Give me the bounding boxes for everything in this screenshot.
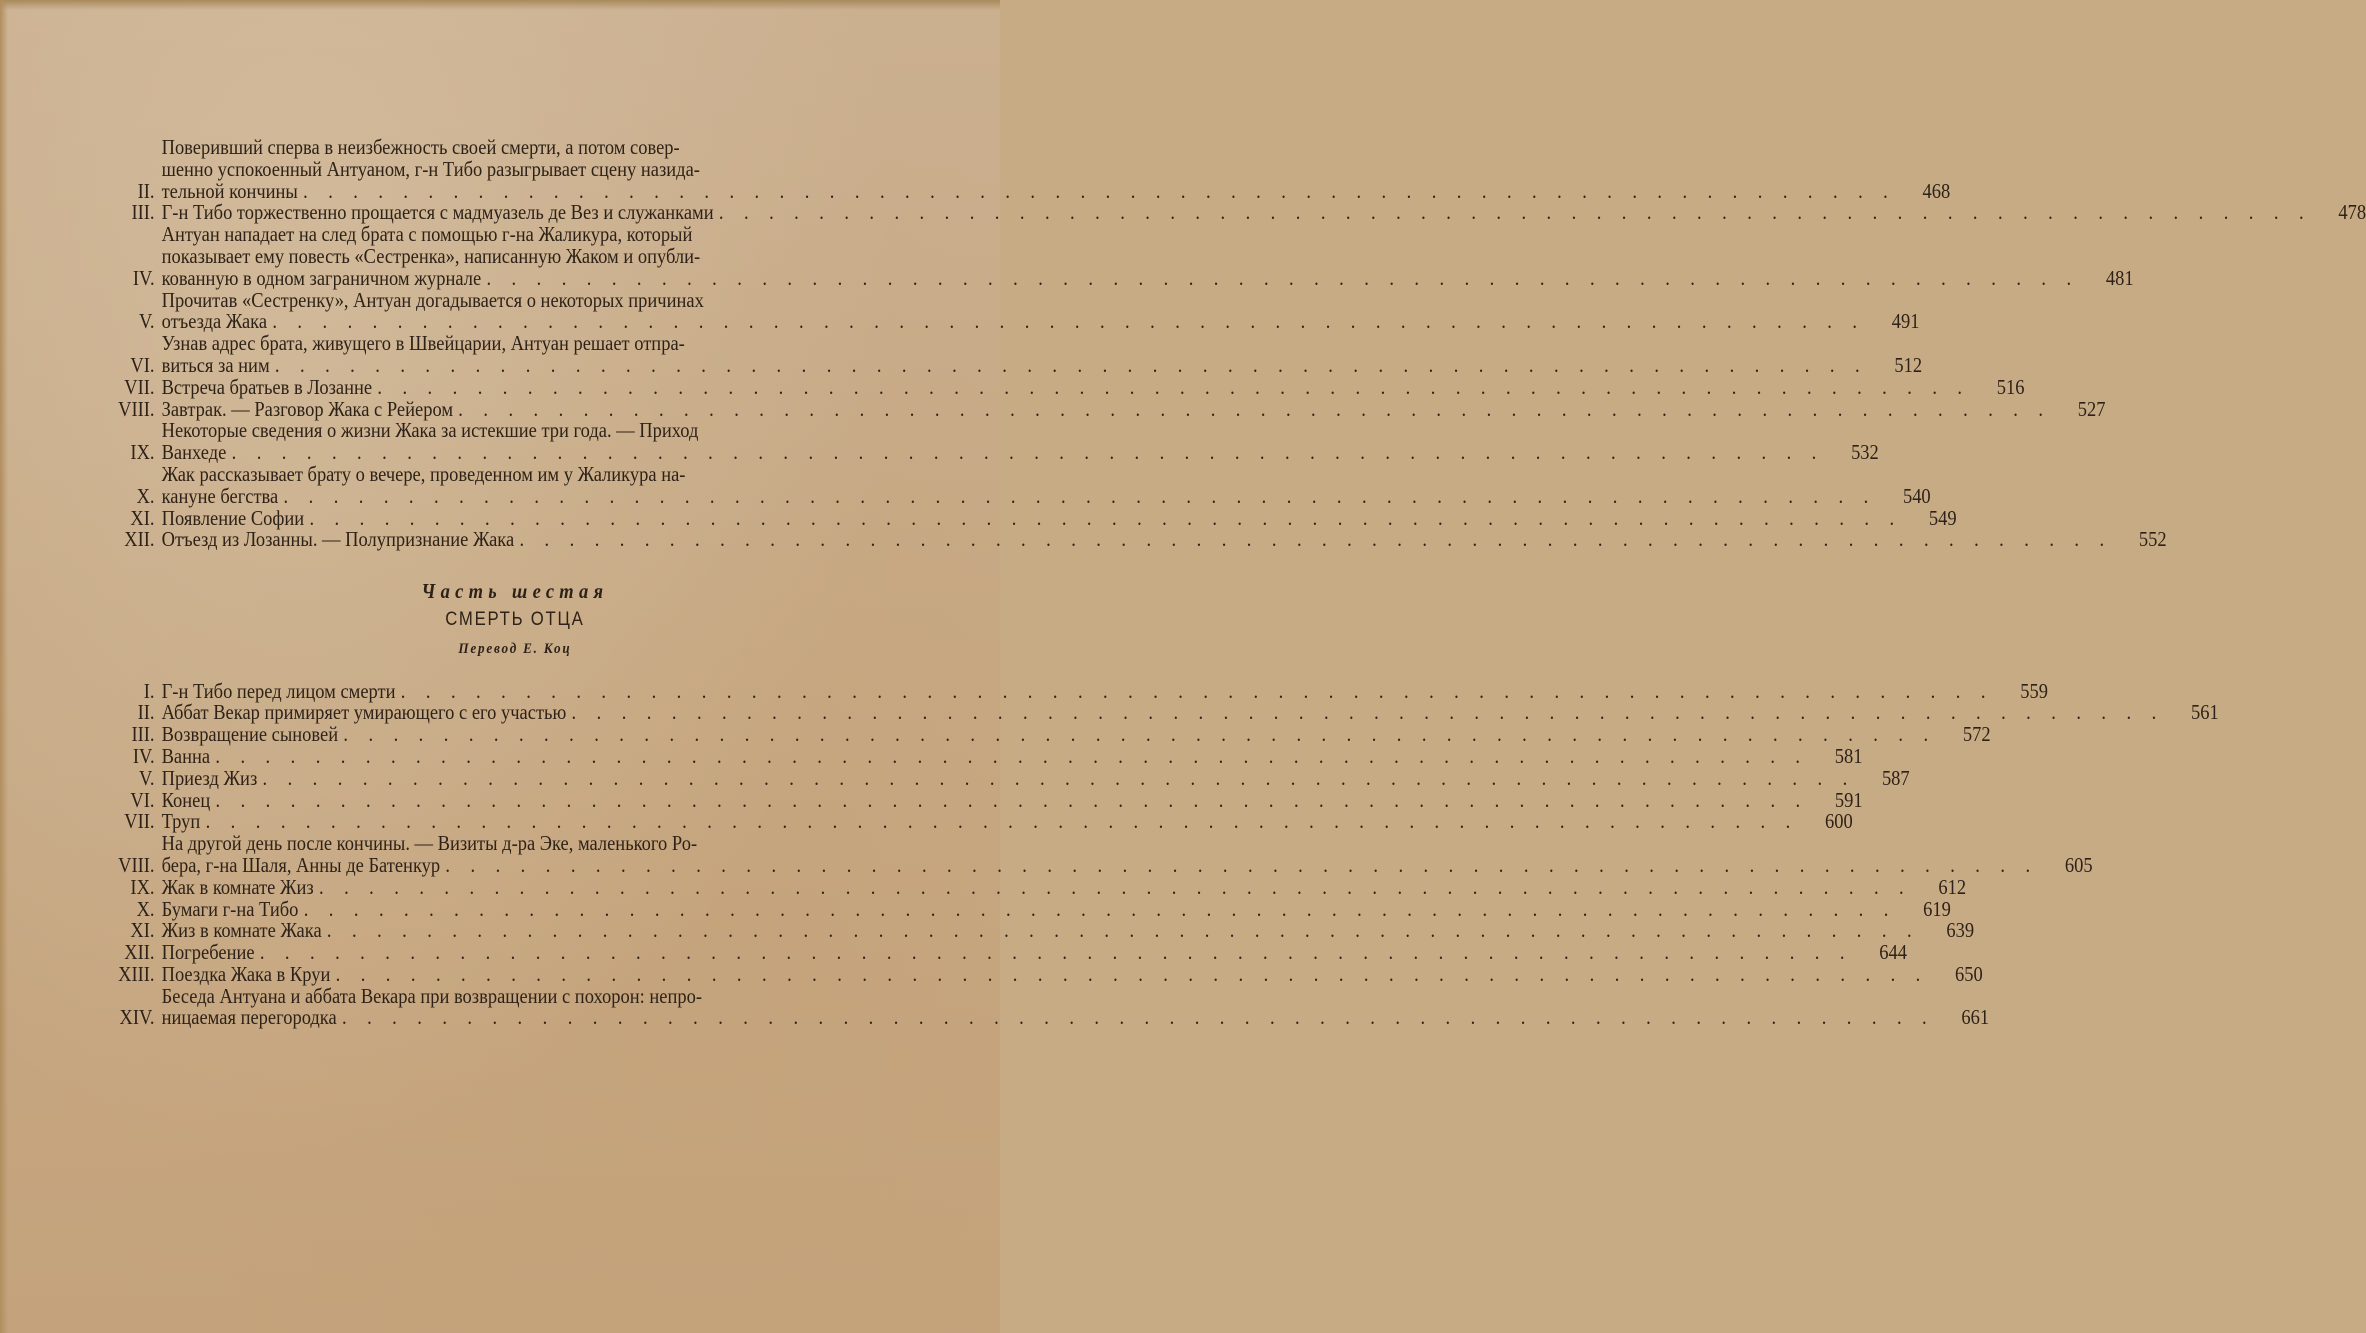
page-number: 619 [1923, 896, 1951, 921]
chapter-title-last-line [161, 961, 1929, 986]
toc-entry [100, 765, 1910, 790]
chapter-title [162, 333, 1868, 377]
chapter-number: VII. [124, 809, 155, 834]
page-number: 559 [2020, 678, 2048, 703]
page-number: 650 [1955, 961, 1983, 986]
dot-leader [330, 964, 1928, 986]
chapter-title-line: показывает ему повесть «Сестренка», написанную Жаком и опубли- [161, 243, 701, 268]
chapter-title-line: Аббат Векар примиряет умирающего с его участью [161, 700, 567, 725]
chapter-number: II. [137, 700, 155, 725]
chapter-title-last-line [161, 265, 2079, 290]
dot-leader [298, 181, 1896, 203]
chapter-title [162, 224, 2079, 289]
toc-entry [100, 374, 2025, 399]
page-number: 478 [2338, 200, 2366, 225]
toc-entry [100, 331, 1923, 377]
toc-entry [100, 809, 1853, 834]
chapter-title-last-line [161, 352, 1868, 377]
page-number: 581 [1834, 743, 1863, 768]
chapter-title-last-line [162, 724, 1936, 746]
chapter-number: XII. [124, 940, 155, 965]
chapter-title-line: Встреча братьев в Лозанне [161, 374, 373, 399]
chapter-title-line: кованную в одном заграничном журнале [161, 265, 482, 290]
chapter-title-last-line [162, 702, 2165, 724]
chapter-title [162, 137, 1896, 202]
page-number: 639 [1946, 918, 1975, 943]
chapter-title [161, 396, 2051, 421]
chapter-number: XII. [124, 527, 155, 552]
dot-leader [481, 268, 2079, 290]
page-number: 516 [1996, 374, 2025, 399]
chapter-title-line: Ванна [161, 743, 211, 768]
chapter-title-last-line [161, 505, 1902, 530]
table-of-contents [100, 135, 2366, 1030]
part-title: Часть шестая [421, 579, 609, 604]
page-number: 491 [1891, 309, 1920, 334]
chapter-number: II. [137, 178, 155, 203]
chapter-title-last-line [161, 743, 1808, 768]
toc-entry [100, 461, 1931, 508]
toc-entry [100, 983, 1990, 1030]
dot-leader [226, 442, 1824, 464]
chapter-title-line: Г-н Тибо торжественно прощается с мадмуазель де Вез и служанками [161, 200, 714, 225]
chapter-number: VII. [124, 374, 155, 399]
chapter-number: VI. [130, 787, 155, 812]
chapter-title-line: Некоторые сведения о жизни Жака за истекшие три года. — Приход [161, 418, 699, 443]
toc-entry [100, 722, 1991, 747]
chapter-title [161, 961, 1929, 986]
chapter-title-last-line [161, 396, 2051, 421]
chapter-title [161, 678, 1994, 703]
dot-leader [210, 790, 1808, 812]
chapter-title-line: Отъезд из Лозанны. — Полупризнание Жака [161, 527, 515, 552]
chapter-title-line: Бумаги г-на Тибо [161, 896, 299, 921]
toc-entry [100, 396, 2106, 421]
toc-section-continued [100, 135, 2366, 552]
dot-leader [298, 899, 1896, 921]
dot-leader [566, 702, 2164, 724]
toc-entry [100, 527, 2167, 552]
chapter-title-last-line [162, 202, 2312, 224]
chapter-title [161, 287, 1865, 334]
chapter-number: VIII. [118, 396, 155, 421]
translator-credit: Перевод Е. Коц [458, 640, 572, 657]
chapter-title [162, 942, 1853, 964]
page-number: 552 [2138, 527, 2167, 552]
toc-entry [100, 874, 1967, 899]
dot-leader [514, 529, 2112, 551]
chapter-title-line: ницаемая перегородка [161, 1005, 337, 1030]
chapter-title [162, 202, 2312, 224]
page-number: 527 [2077, 396, 2106, 421]
chapter-title-last-line [162, 1007, 1935, 1029]
chapter-title [161, 743, 1808, 768]
dot-leader [210, 746, 1808, 768]
toc-entry [100, 940, 1907, 965]
toc-entry [100, 743, 1863, 768]
chapter-number: IX. [130, 440, 155, 465]
page-number: 572 [1962, 722, 1991, 747]
chapter-title-last-line [162, 442, 1825, 464]
dot-leader [338, 724, 1936, 746]
chapter-title-last-line [161, 874, 1912, 899]
chapter-title-last-line [161, 852, 2038, 877]
page-number: 512 [1894, 352, 1923, 377]
chapter-title [162, 724, 1936, 746]
page-number: 661 [1961, 1005, 1990, 1030]
dot-leader [304, 508, 1902, 530]
chapter-number: XIII. [118, 961, 155, 986]
part-header [100, 581, 930, 660]
toc-entry [100, 200, 2366, 225]
toc-entry [100, 787, 1863, 812]
page-number: 587 [1881, 765, 1910, 790]
chapter-title-line: Прочитав «Сестренку», Антуан догадывается о некоторых причинах [161, 287, 704, 312]
dot-leader [278, 486, 1876, 508]
dot-leader [337, 1007, 1935, 1029]
page-number: 468 [1922, 178, 1951, 203]
chapter-title-line: Появление Софии [161, 505, 305, 530]
chapter-title [162, 420, 1825, 464]
chapter-title-last-line [161, 374, 1970, 399]
dot-leader [267, 311, 1865, 333]
toc-entry [100, 961, 1983, 986]
toc-entry [100, 222, 2134, 290]
chapter-number: V. [138, 309, 155, 334]
chapter-title-line: Г-н Тибо перед лицом смерти [161, 678, 396, 703]
chapter-title-last-line [161, 787, 1808, 812]
chapter-title-last-line [161, 896, 1897, 921]
dot-leader [200, 811, 1798, 833]
chapter-title-line: Жак в комнате Жиз [161, 874, 314, 899]
chapter-title-line: Беседа Антуана и аббата Векара при возвращении с похорон: непро- [161, 983, 703, 1008]
dot-leader [714, 202, 2312, 224]
chapter-number: V. [138, 765, 155, 790]
chapter-title-line: На другой день после кончины. — Визиты д-ра Эке, маленького Ро- [161, 831, 698, 856]
page-number: 644 [1879, 940, 1907, 965]
chapter-title [162, 833, 2038, 877]
dot-leader [270, 355, 1868, 377]
chapter-title-line: Труп [161, 809, 201, 834]
toc-entry [100, 678, 2048, 703]
chapter-title-line: Жиз в комнате Жака [161, 918, 322, 943]
chapter-title-line: виться за ним [161, 352, 270, 377]
chapter-number: VI. [130, 352, 155, 377]
dot-leader [372, 377, 1970, 399]
chapter-title-line: Узнав адрес брата, живущего в Швейцарии, Антуан решает отпра- [161, 331, 685, 356]
chapter-title-line: Конец [161, 787, 211, 812]
toc-entry [100, 896, 1951, 921]
chapter-title [161, 505, 1902, 530]
chapter-number: IV. [132, 265, 155, 290]
page-number: 540 [1902, 483, 1931, 508]
chapter-title-line: Жак рассказывает брату о вечере, проведенном им у Жаликура на- [161, 461, 686, 486]
page-number: 561 [2190, 700, 2219, 725]
chapter-title [161, 787, 1808, 812]
chapter-title [162, 920, 1920, 942]
chapter-title-line: Антуан нападает на след брата с помощью г-на Жаликура, который [161, 222, 693, 247]
page-number: 532 [1851, 440, 1879, 465]
chapter-title [161, 896, 1897, 921]
chapter-title [162, 529, 2112, 551]
chapter-title-last-line [161, 178, 1896, 203]
dot-leader [440, 855, 2038, 877]
chapter-number: I. [143, 678, 155, 703]
chapter-number: XI. [130, 505, 155, 530]
chapter-title-last-line [161, 765, 1856, 790]
chapter-title-line: тельной кончины [161, 178, 298, 203]
dot-leader [257, 768, 1855, 790]
chapter-title [162, 702, 2165, 724]
chapter-number: X. [136, 896, 155, 921]
dot-leader [314, 877, 1912, 899]
chapter-title-last-line [162, 311, 1865, 333]
chapter-title-line: отъезда Жака [161, 309, 268, 334]
chapter-title-last-line [161, 483, 1877, 508]
page-number: 612 [1938, 874, 1967, 899]
chapter-title [161, 983, 1935, 1030]
dot-leader [396, 681, 1994, 703]
chapter-number: XI. [130, 918, 155, 943]
chapter-title [161, 461, 1877, 508]
chapter-title-line: Поездка Жака в Круи [161, 961, 331, 986]
chapter-title-line: шенно успокоенный Антуаном, г-н Тибо разыгрывает сцену назида- [161, 156, 700, 181]
chapter-number: VIII. [118, 852, 155, 877]
chapter-number: XIV. [119, 1005, 155, 1030]
chapter-title [162, 811, 1799, 833]
dot-leader [453, 399, 2051, 421]
chapter-title-line: кануне бегства [161, 483, 279, 508]
dot-leader [255, 942, 1853, 964]
toc-section-part-six [100, 678, 2219, 1030]
chapter-number: III. [131, 722, 155, 747]
page-number: 481 [2105, 265, 2134, 290]
toc-entry [100, 918, 1975, 943]
page-number: 600 [1825, 809, 1853, 834]
chapter-title-last-line [161, 678, 1994, 703]
chapter-title-last-line [162, 811, 1799, 833]
chapter-title-line: Приезд Жиз [161, 765, 258, 790]
toc-entry [100, 287, 1920, 334]
chapter-title-line: Завтрак. — Разговор Жака с Рейером [161, 396, 454, 421]
toc-entry [100, 505, 1957, 530]
page-number: 605 [2064, 852, 2093, 877]
chapter-title [161, 874, 1912, 899]
chapter-number: IV. [132, 743, 155, 768]
chapter-number: X. [136, 483, 155, 508]
chapter-title-line: Поверивший сперва в неизбежность своей смерти, а потом совер- [161, 135, 680, 159]
chapter-number: III. [131, 200, 155, 225]
toc-entry [100, 418, 1879, 465]
chapter-title-last-line [162, 920, 1920, 942]
toc-entry [100, 700, 2219, 725]
chapter-title-last-line [162, 942, 1853, 964]
chapter-title [161, 765, 1856, 790]
chapter-title-line: Ванхеде [161, 440, 227, 465]
toc-entry [100, 831, 2093, 877]
dot-leader [322, 920, 1920, 942]
page-number: 591 [1834, 787, 1863, 812]
chapter-number: IX. [130, 874, 155, 899]
chapter-title-line: Возвращение сыновей [161, 722, 339, 747]
page-number: 549 [1928, 505, 1957, 530]
chapter-title-line: Погребение [161, 940, 255, 965]
toc-entry [100, 135, 1951, 203]
chapter-title [161, 374, 1970, 399]
chapter-title-line: бера, г-на Шаля, Анны де Батенкур [161, 852, 441, 877]
part-name: СМЕРТЬ ОТЦА [445, 608, 585, 630]
chapter-title-last-line [162, 529, 2112, 551]
